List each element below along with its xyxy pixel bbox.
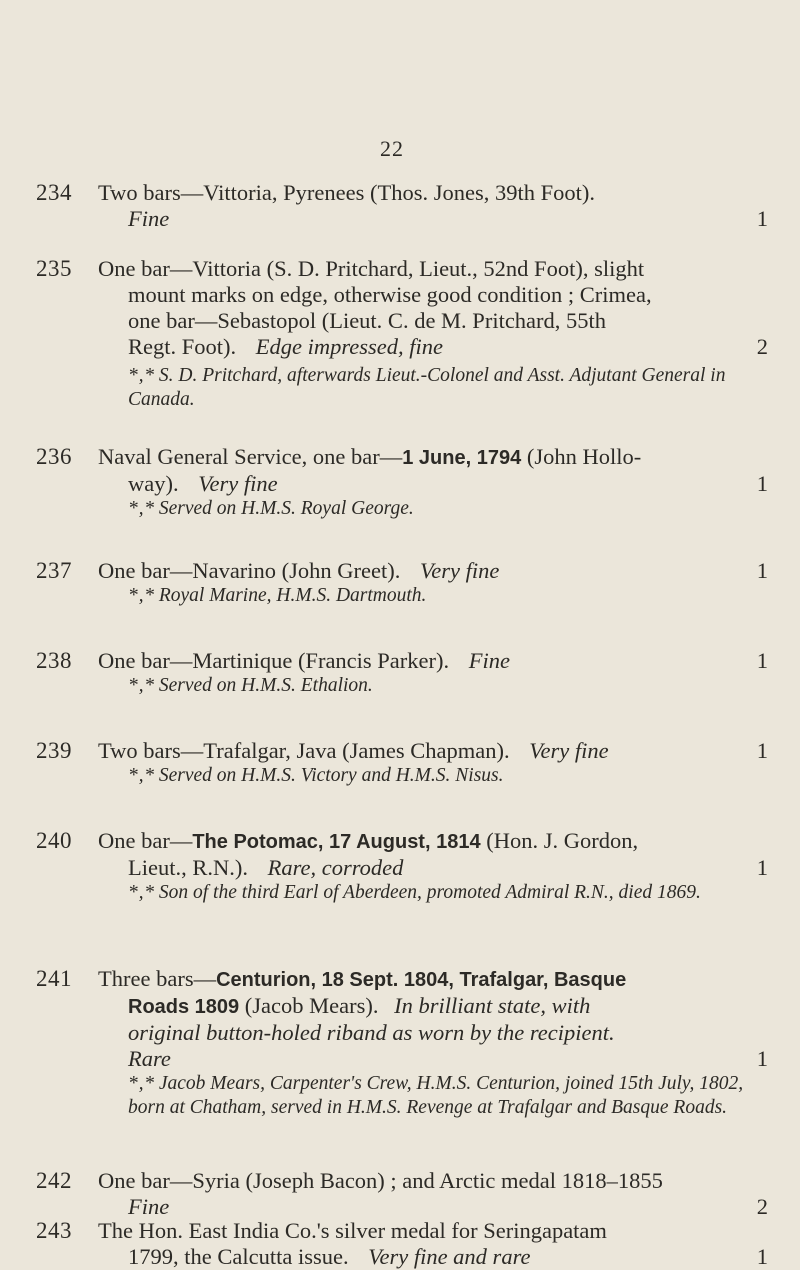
lot-number: 240 bbox=[36, 828, 72, 853]
lot-note: *‚* Jacob Mears, Carpenter's Crew, H.M.S. Centurion, joined 15th July, 1802, born at Chatham, served in H.M.S. Revenge at Trafalgar and Basque Roads. bbox=[128, 1073, 744, 1118]
lot-quantity: 2 bbox=[756, 334, 768, 359]
lot-quantity: 1 bbox=[756, 648, 768, 673]
lot-description-line: One bar—Vittoria (S. D. Pritchard, Lieut., 52nd Foot), slight bbox=[98, 256, 645, 281]
lot-grade: Edge impressed, fine bbox=[255, 334, 444, 359]
ship-name: 1 June, 1794 bbox=[402, 447, 522, 469]
lot-description: Two bars—Vittoria, Pyrenees (Thos. Jones, 39th Foot). bbox=[98, 180, 596, 205]
lot-grade: Rare, corroded bbox=[267, 855, 404, 880]
lot-note: *‚* Royal Marine, H.M.S. Dartmouth. bbox=[128, 585, 427, 606]
lot-grade: Very fine bbox=[529, 738, 609, 763]
lot-number: 241 bbox=[36, 966, 72, 991]
lot-note: *‚* Son of the third Earl of Aberdeen, promoted Admiral R.N., died 1869. bbox=[128, 882, 701, 903]
lot-number: 239 bbox=[36, 738, 72, 763]
lot-description-line: (Jacob Mears). bbox=[239, 993, 379, 1018]
lot-number: 236 bbox=[36, 444, 72, 469]
lot-quantity: 2 bbox=[756, 1194, 768, 1219]
lot-description-line: Lieut., R.N.). bbox=[128, 855, 248, 880]
lot-note: *‚* Served on H.M.S. Ethalion. bbox=[128, 675, 373, 696]
lot-quantity: 1 bbox=[756, 1244, 768, 1269]
lot-number: 242 bbox=[36, 1168, 72, 1193]
lot-description-line: way). bbox=[128, 471, 179, 496]
lot-description-line: One bar—Syria (Joseph Bacon) ; and Arctic medal 1818–1855 bbox=[98, 1168, 663, 1193]
lot-note: *‚* Served on H.M.S. Victory and H.M.S. Nisus. bbox=[128, 765, 504, 786]
lot-description-line: (Hon. J. Gordon, bbox=[480, 828, 639, 853]
lot-number: 243 bbox=[36, 1218, 72, 1243]
lot-description-line: 1799, the Calcutta issue. bbox=[128, 1244, 349, 1269]
lot-number: 234 bbox=[36, 180, 72, 205]
lot-quantity: 1 bbox=[756, 1046, 768, 1071]
lot-number: 238 bbox=[36, 648, 72, 673]
lot-description-line: mount marks on edge, otherwise good condition ; Crimea, bbox=[128, 282, 652, 307]
lot-number: 235 bbox=[36, 256, 72, 281]
lot-description-line: Regt. Foot). bbox=[128, 334, 237, 359]
lot-description-line: Two bars—Trafalgar, Java (James Chapman). bbox=[98, 738, 510, 763]
lot-quantity: 1 bbox=[756, 471, 768, 496]
lot-quantity: 1 bbox=[756, 855, 768, 880]
lot-description-line: One bar—Martinique (Francis Parker). bbox=[98, 648, 450, 673]
ship-name: The Potomac, 17 August, 1814 bbox=[192, 831, 481, 853]
lot-description-line: (John Hollo- bbox=[521, 444, 642, 469]
lot-condition: In brilliant state, with bbox=[394, 993, 591, 1018]
lot-number: 237 bbox=[36, 558, 72, 583]
lot-grade: Fine bbox=[128, 1194, 170, 1219]
lot-description-line: one bar—Sebastopol (Lieut. C. de M. Pritchard, 55th bbox=[128, 308, 607, 333]
lot-description-line: The Hon. East India Co.'s silver medal for Seringapatam bbox=[98, 1218, 607, 1243]
lot-quantity: 1 bbox=[756, 206, 768, 231]
lot-note: *‚* S. D. Pritchard, afterwards Lieut.-Colonel and Asst. Adjutant General in Canada. bbox=[128, 365, 726, 410]
lot-quantity: 1 bbox=[756, 738, 768, 763]
lot-description-line: One bar—Navarino (John Greet). bbox=[98, 558, 401, 583]
lot-grade: Very fine and rare bbox=[368, 1244, 531, 1269]
lot-quantity: 1 bbox=[756, 558, 768, 583]
lot-grade: Very fine bbox=[198, 471, 278, 496]
lot-note: *‚* Served on H.M.S. Royal George. bbox=[128, 498, 414, 519]
ship-name: Roads 1809 bbox=[128, 996, 240, 1018]
ship-name: Centurion, 18 Sept. 1804, Trafalgar, Basque bbox=[216, 969, 627, 991]
lot-description-line: original button-holed riband as worn by the recipient. bbox=[128, 1020, 615, 1045]
lot-description-line: Naval General Service, one bar— bbox=[98, 444, 403, 469]
page-number: 22 bbox=[380, 136, 404, 161]
lot-grade: Very fine bbox=[420, 558, 500, 583]
lot-grade: Fine bbox=[468, 648, 510, 673]
lot-grade: Fine bbox=[128, 206, 170, 231]
lot-description-line: One bar— bbox=[98, 828, 193, 853]
lot-description-line: Three bars— bbox=[98, 966, 217, 991]
lot-grade: Rare bbox=[128, 1046, 171, 1071]
